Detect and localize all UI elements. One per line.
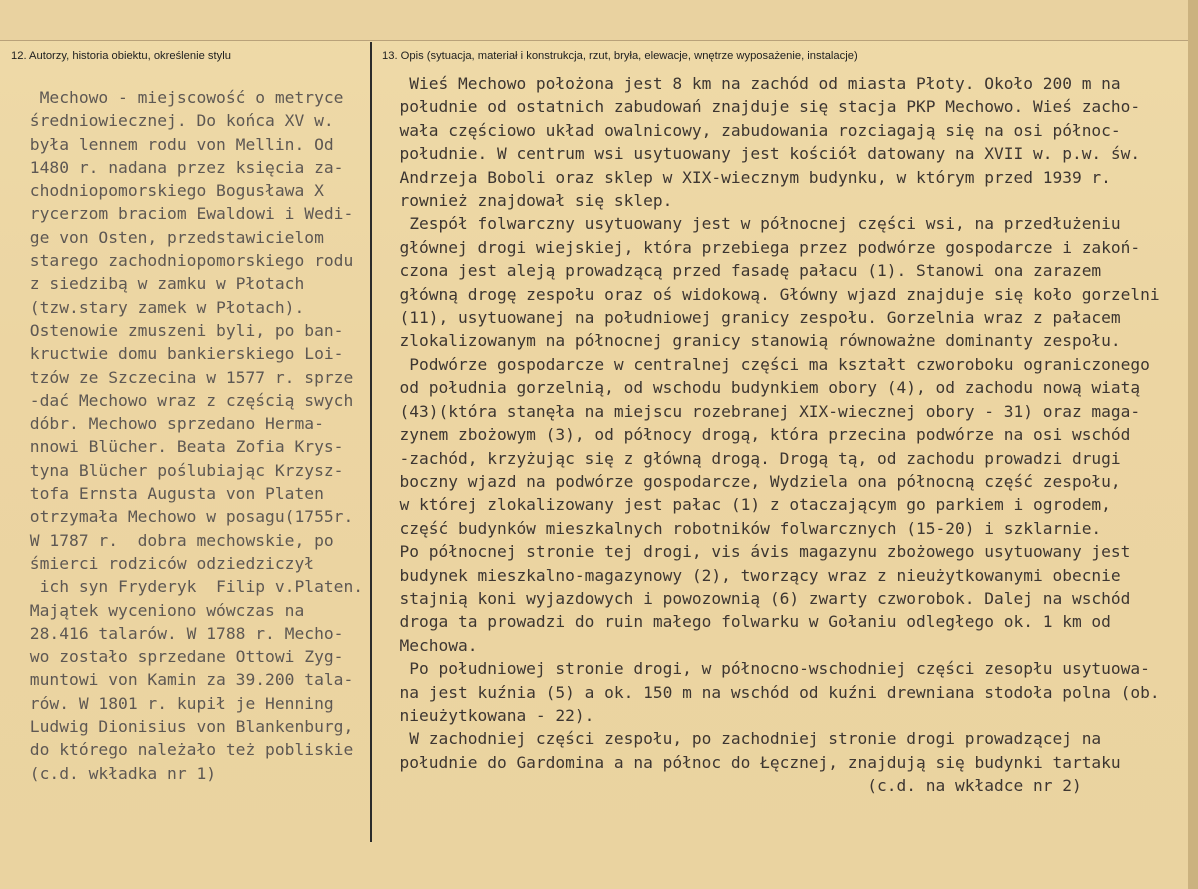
top-margin — [0, 0, 1198, 41]
column-divider — [370, 42, 372, 842]
section-12-heading: 12. Autorzy, historia obiektu, określenie stylu — [11, 50, 231, 62]
section-13-heading: 13. Opis (sytuacja, materiał i konstrukcja, rzut, bryła, elewacje, wnętrze wyposażenie, instalacje) — [382, 50, 858, 62]
page-edge — [1188, 0, 1198, 889]
history-text: Mechowo - miejscowość o metryce średniowiecznej. Do końca XV w. była lennem rodu von Mellin. Od 1480 r. nadana przez księcia za- chodniopomorskiego Bogusława X rycerzom braciom Ewaldowi i Wedi- ge von Osten, przedstawicielom starego zachodniopomorskiego rodu z siedzibą w zamku w Płotach (tzw.stary zamek w Płotach). Ostenowie zmuszeni byli, po ban- kructwie domu bankierskiego Loi- tzów ze Szczecina w 1577 r. sprze -dać Mechowo wraz z częścią swych dóbr. Mechowo sprzedano Herma- nnowi Blücher. Beata Zofia Krys- tyna Blücher poślubiając Krzysz- tofa Ernsta Augusta von Platen otrzymała Mechowo w posagu(1755r. W 1787 r. dobra mechowskie, po śmierci rodziców odziedziczył ich syn Fryderyk Filip v.Platen. Majątek wyceniono wówczas na 28.416 talarów. W 1788 r. Mecho- wo zostało sprzedane Ottowi Zyg- muntowi von Kamin za 39.200 tala- rów. W 1801 r. kupił je Henning Ludwig Dionisius von Blankenburg, do którego należało też pobliskie (c.d. wkładka nr 1) — [29, 88, 364, 783]
description-text: Wieś Mechowo położona jest 8 km na zachód od miasta Płoty. Około 200 m na południe od ostatnich zabudowań znajduje się stacja PKP Mechowo. Wieś zacho- wała częściowo układ owalnicowy, zabudowania rozciagają się na osi północ- południe. W centrum wsi usytuowany jest kościół datowany na XVII w. p.w. św. Andrzeja Boboli oraz sklep w XIX-wiecznym budynku, w którym przed 1939 r. rownież znajdował się sklep. Zespół folwarczny usytuowany jest w północnej części wsi, na przedłużeniu głównej drogi wiejskiej, która przebiega przez podwórze gospodarcze i zakoń- czona jest aleją prowadzącą przed fasadę pałacu (1). Stanowi ona zarazem główną drogę zespołu oraz oś widokową. Główny wjazd znajduje się koło gorzelni (11), usytuowanej na południowej granicy zespołu. Gorzelnia wraz z pałacem zlokalizowanym na północnej granicy stanowią równoważne dominanty zespołu. Podwórze gospodarcze w centralnej części ma kształt czworoboku ograniczonego od południa gorzelnią, od wschodu budynkiem obory (4), od zachodu nową wiatą (43)(która stanęła na miejscu rozebranej XIX-wiecznej obory - 31) oraz maga- zynem zbożowym (3), od północy drogą, która przecina podwórze na osi wschód -zachód, krzyżując się z główną drogą. Drogą tą, od zachodu prowadzi drugi boczny wjazd na podwórze gospodarcze, Wydziela ona północną część zespołu, w której zlokalizowany jest pałac (1) z otaczającym go parkiem i ogrodem, część budynków mieszkalnych robotników folwarcznych (15-20) i szklarnie. Po północnej stronie tej drogi, vis ávis magazynu zbożowego usytuowany jest budynek mieszkalno-magazynowy (2), tworzący wraz z nieużytkowanymi obecnie stajnią koni wyjazdowych i powozownią (6) zwarty czworobok. Dalej na wschód droga ta prowadzi do ruin małego folwarku w Gołaniu odległego ok. 1 km od Mechowa. Po południowej stronie drogi, w północno-wschodniej części zesopłu usytuowa- na jest kuźnia (5) a ok. 150 m na wschód od kuźni drewniana stodoła polna (ob. nieużytkowana - 22). W zachodniej części zespołu, po zachodniej stronie drogi prowadzącej na południe do Gardomina a na północ do Łęcznej, znajdują się budynki tartaku (c.d. na wkładce nr 2) — [399, 74, 1160, 796]
